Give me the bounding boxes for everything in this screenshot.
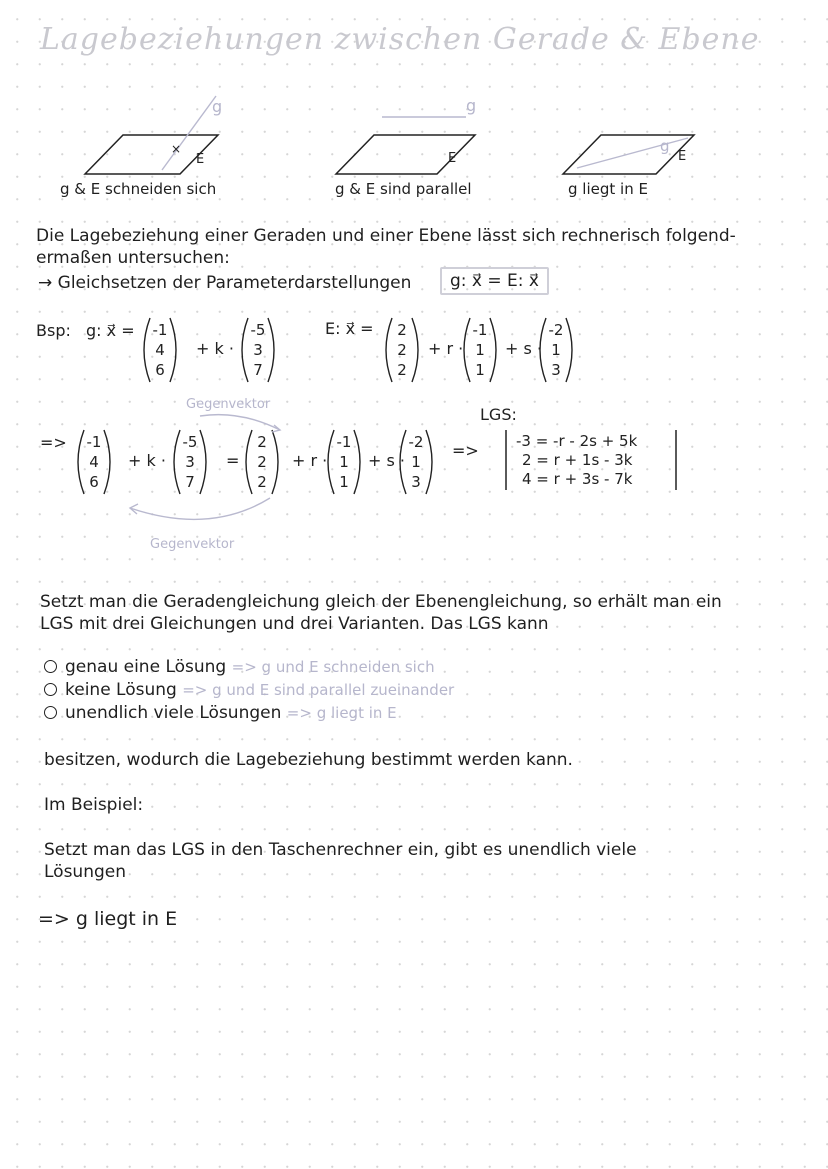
option-3 xyxy=(44,703,397,723)
eq-g-support-vector-right-paren xyxy=(104,430,110,494)
page-title: Lagebeziehungen zwischen Gerade & Ebene xyxy=(40,22,760,57)
lgs-row-3: 4 = r + 3s - 7k xyxy=(522,470,633,488)
eq-g-direction-vector-entry-2: 3 xyxy=(185,453,195,471)
eq-e-support-vector-right-paren xyxy=(272,430,278,494)
sketch-3-plane-label: E xyxy=(678,149,687,164)
eq-g-direction-vector-entry-1: -5 xyxy=(182,433,198,451)
eq-g-support-vector-left-paren xyxy=(78,430,84,494)
intro-line-1: Die Lagebeziehung einer Geraden und einer Ebene lässt sich rechnerisch folgend- xyxy=(36,226,736,246)
sketch-3-line-label: g xyxy=(660,137,670,155)
eq-e-dir1-vector-entry-1: -1 xyxy=(336,433,352,451)
e-plus-r: + r · xyxy=(428,339,464,358)
sketch-2-plane-label: E xyxy=(448,151,457,166)
g-prefix: g: x⃗ = xyxy=(86,321,135,340)
eq-e-dir1-vector-entry-2: 1 xyxy=(339,453,349,471)
e-support-vector-entry-3: 2 xyxy=(397,361,407,379)
e-support-vector-entry-2: 2 xyxy=(397,341,407,359)
eq-g-support-vector xyxy=(78,430,110,494)
e-dir2-vector-right-paren xyxy=(566,318,572,382)
g-support-vector-entry-2: 4 xyxy=(155,341,165,359)
beispiel-line-1: Setzt man das LGS in den Taschenrechner ein, gibt es unendlich viele xyxy=(44,840,637,860)
eq-e-support-vector-entry-3: 2 xyxy=(257,473,267,491)
eq-plus-r: + r · xyxy=(292,451,328,470)
eq-g-support-vector-entry-3: 6 xyxy=(89,473,99,491)
g-support-vector xyxy=(144,318,176,382)
option-2-text: keine Lösung xyxy=(65,680,177,700)
explanation-after: besitzen, wodurch die Lagebeziehung bestimmt werden kann. xyxy=(44,750,573,770)
eq-equals: = xyxy=(226,451,240,470)
gegenvektor-top-label: Gegenvektor xyxy=(186,397,271,412)
g-support-vector-right-paren xyxy=(170,318,176,382)
implies-2: => xyxy=(452,441,479,460)
e-prefix: E: x⃗ = xyxy=(325,319,374,338)
eq-e-dir2-vector-entry-2: 1 xyxy=(411,453,421,471)
bullet-circle-icon xyxy=(44,660,57,673)
e-dir2-vector-entry-3: 3 xyxy=(551,361,561,379)
gegenvektor-bottom-label: Gegenvektor xyxy=(150,537,235,552)
g-support-vector-entry-1: -1 xyxy=(152,321,168,339)
boxed-formula: g: x⃗ = E: x⃗ xyxy=(440,267,549,295)
beispiel-heading: Im Beispiel: xyxy=(44,795,144,815)
eq-g-direction-vector-right-paren xyxy=(200,430,206,494)
e-dir2-vector-entry-1: -2 xyxy=(548,321,564,339)
eq-e-dir2-vector-right-paren xyxy=(426,430,432,494)
g-direction-vector-entry-1: -5 xyxy=(250,321,266,339)
lgs-row-1: -3 = -r - 2s + 5k xyxy=(516,432,638,450)
option-1-text: genau eine Lösung xyxy=(65,657,227,677)
sketch-2-caption: g & E sind parallel xyxy=(335,180,472,198)
eq-g-direction-vector-entry-3: 7 xyxy=(185,473,195,491)
bullet-circle-icon xyxy=(44,683,57,696)
sketch-2-line-label: g xyxy=(466,96,477,115)
lgs-label: LGS: xyxy=(480,405,517,424)
e-dir1-vector-right-paren xyxy=(490,318,496,382)
e-dir1-vector-entry-3: 1 xyxy=(475,361,485,379)
g-support-vector-entry-3: 6 xyxy=(155,361,165,379)
e-plus-s: + s · xyxy=(505,339,542,358)
eq-e-support-vector-entry-2: 2 xyxy=(257,453,267,471)
e-dir2-vector xyxy=(540,318,572,382)
eq-e-dir1-vector-entry-3: 1 xyxy=(339,473,349,491)
example-figure xyxy=(0,300,828,400)
e-support-vector xyxy=(386,318,418,382)
e-support-vector-right-paren xyxy=(412,318,418,382)
beispiel-conclusion: => g liegt in E xyxy=(38,908,178,930)
sketch-1-plane-label: E xyxy=(196,152,205,167)
g-direction-vector-left-paren xyxy=(242,318,248,382)
option-3-text: unendlich viele Lösungen xyxy=(65,703,282,723)
eq-e-support-vector xyxy=(246,430,278,494)
e-dir2-vector-entry-2: 1 xyxy=(551,341,561,359)
explanation-line-1: Setzt man die Geradengleichung gleich der Ebenengleichung, so erhält man ein xyxy=(40,592,722,612)
eq-e-support-vector-entry-1: 2 xyxy=(257,433,267,451)
eq-e-dir1-vector xyxy=(328,430,360,494)
g-plus-k: + k · xyxy=(196,339,234,358)
intro-line-2: ermaßen untersuchen: xyxy=(36,248,230,268)
bullet-circle-icon xyxy=(44,706,57,719)
lgs-row-2: 2 = r + 1s - 3k xyxy=(522,451,633,469)
intro-arrow-item: → Gleichsetzen der Parameterdarstellungen xyxy=(38,273,412,293)
gegenvektor-bottom-arrow xyxy=(130,498,270,519)
eq-plus-k: + k · xyxy=(128,451,166,470)
eq-plus-s: + s · xyxy=(368,451,405,470)
option-1-result: => g und E schneiden sich xyxy=(231,658,435,676)
e-support-vector-left-paren xyxy=(386,318,392,382)
eq-g-support-vector-entry-1: -1 xyxy=(86,433,102,451)
sketch-1-point-mark: × xyxy=(171,142,182,156)
g-support-vector-left-paren xyxy=(144,318,150,382)
eq-e-dir2-vector-entry-3: 3 xyxy=(411,473,421,491)
eq-e-dir1-vector-left-paren xyxy=(328,430,334,494)
e-dir1-vector-entry-2: 1 xyxy=(475,341,485,359)
g-direction-vector-entry-3: 7 xyxy=(253,361,263,379)
e-dir1-vector xyxy=(464,318,496,382)
g-direction-vector-right-paren xyxy=(268,318,274,382)
eq-e-dir1-vector-right-paren xyxy=(354,430,360,494)
eq-g-direction-vector-left-paren xyxy=(174,430,180,494)
eq-g-direction-vector xyxy=(174,430,206,494)
option-1 xyxy=(44,657,435,677)
equation-figure xyxy=(0,390,828,560)
gegenvektor-top-arrow xyxy=(200,415,280,430)
option-3-result: => g liegt in E xyxy=(286,704,397,722)
sketch-3-caption: g liegt in E xyxy=(568,180,648,198)
eq-e-dir2-vector-entry-1: -2 xyxy=(408,433,424,451)
g-direction-vector xyxy=(242,318,274,382)
beispiel-line-2: Lösungen xyxy=(44,862,127,882)
explanation-line-2: LGS mit drei Gleichungen und drei Varianten. Das LGS kann xyxy=(40,614,549,634)
option-2 xyxy=(44,680,454,700)
eq-e-support-vector-left-paren xyxy=(246,430,252,494)
g-direction-vector-entry-2: 3 xyxy=(253,341,263,359)
line-g-1-shape xyxy=(162,96,216,170)
e-support-vector-entry-1: 2 xyxy=(397,321,407,339)
sketch-1-caption: g & E schneiden sich xyxy=(60,180,217,198)
example-label: Bsp: xyxy=(36,321,71,340)
eq-g-support-vector-entry-2: 4 xyxy=(89,453,99,471)
implies-1: => xyxy=(40,433,67,452)
sketch-1-line-label: g xyxy=(212,97,223,116)
option-2-result: => g und E sind parallel zueinander xyxy=(182,681,455,699)
e-dir1-vector-entry-1: -1 xyxy=(472,321,488,339)
e-dir1-vector-left-paren xyxy=(464,318,470,382)
